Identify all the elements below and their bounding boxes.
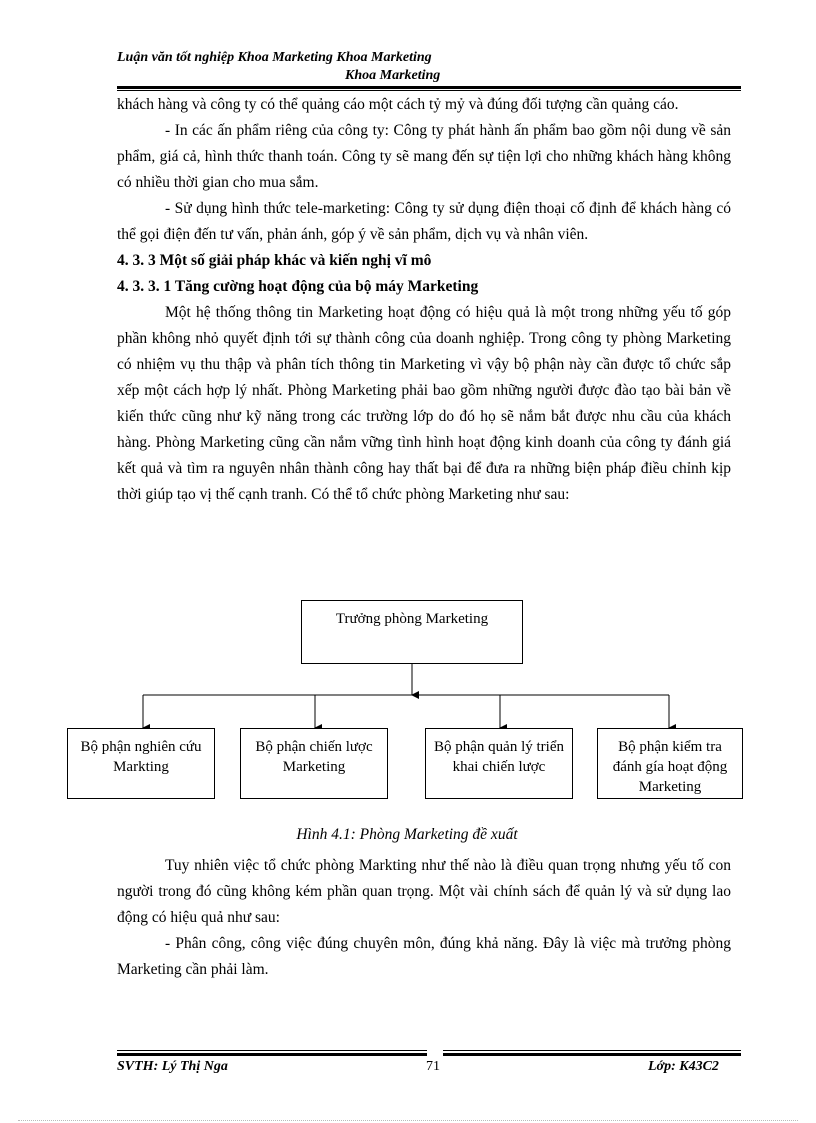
subsection-heading: 4. 3. 3. 1 Tăng cường hoạt động của bộ máy Marketing [117,278,479,295]
footer-rule-thick-left [117,1053,427,1056]
header-subtitle: Khoa Marketing [345,68,441,83]
paragraph: - Phân công, công việc đúng chuyên môn, đúng khả năng. Đây là việc mà trưởng phòng Marketing cần phải làm. [117,935,731,978]
header-rule-thick [117,86,741,89]
body-section-2 [117,853,731,983]
header-title: Luận văn tốt nghiệp Khoa Marketing Khoa Marketing [117,50,432,65]
section-heading: 4. 3. 3 Một số giải pháp khác và kiến nghị vĩ mô [117,252,432,269]
paragraph: khách hàng và công ty có thể quảng cáo một cách tỷ mỷ và đúng đối tượng cần quảng cáo. [117,96,679,113]
footer-class: Lớp: K43C2 [648,1059,719,1074]
paragraph: - In các ấn phẩm riêng của công ty: Công ty phát hành ấn phẩm bao gồm nội dung về sản phẩm, giá cả, hình thức thanh toán. Công ty sẽ mang đến sự tiện lợi cho những khách hàng không có nhiều thời gian cho mua sắm. [117,122,731,191]
page-edge-divider [18,1120,798,1121]
footer-rule-thin-left [117,1050,427,1051]
paragraph: - Sử dụng hình thức tele-marketing: Công ty sử dụng điện thoại cố định để khách hàng có thể gọi điện đến tư vấn, phản ánh, góp ý về sản phẩm, dịch vụ và nhân viên. [117,200,731,243]
body-section-1 [117,92,731,508]
footer-rule-thick-right [443,1053,741,1056]
org-box-strategy: Bộ phận chiến lược Marketing [240,728,388,799]
footer-student: SVTH: Lý Thị Nga [117,1059,228,1074]
header-rule-thin [117,90,741,91]
page-number: 71 [426,1059,440,1074]
org-box-implementation: Bộ phận quản lý triển khai chiến lược [425,728,573,799]
org-box-head: Trưởng phòng Marketing [301,600,523,664]
paragraph: Một hệ thống thông tin Marketing hoạt động có hiệu quả là một trong những yếu tố góp phần không nhỏ quyết định tới sự thành công của doanh nghiệp. Trong công ty phòng Marketing có nhiệm vụ thu thập và phân tích thông tin Marketing vì vậy bộ phận này cần được tổ chức sắp xếp một cách hợp lý nhất. Phòng Marketing phải bao gồm những người được đào tạo bài bản về kiến thức cũng như kỹ năng trong các trường lớp do đó họ sẽ nắm bắt được nhu cầu của khách hàng. Phòng Marketing cũng cần nắm vững tình hình hoạt động kinh doanh của công ty đánh giá kết quả và tìm ra nguyên nhân thành công hay thất bại để đưa ra những biện pháp điều chỉnh kịp thời giúp tạo vị thế cạnh tranh. Có thể tổ chức phòng Marketing như sau: [117,304,731,503]
paragraph: Tuy nhiên việc tổ chức phòng Markting như thế nào là điều quan trọng nhưng yếu tố con người trong đó cũng không kém phần quan trọng. Một vài chính sách để quản lý và sử dụng lao động có hiệu quả như sau: [117,857,731,926]
org-box-evaluation: Bộ phận kiểm tra đánh gía hoạt động Marketing [597,728,743,799]
figure-caption: Hình 4.1: Phòng Marketing đề xuất [296,826,518,843]
footer-rule-thin-right [443,1050,741,1051]
org-box-research: Bộ phận nghiên cứu Markting [67,728,215,799]
